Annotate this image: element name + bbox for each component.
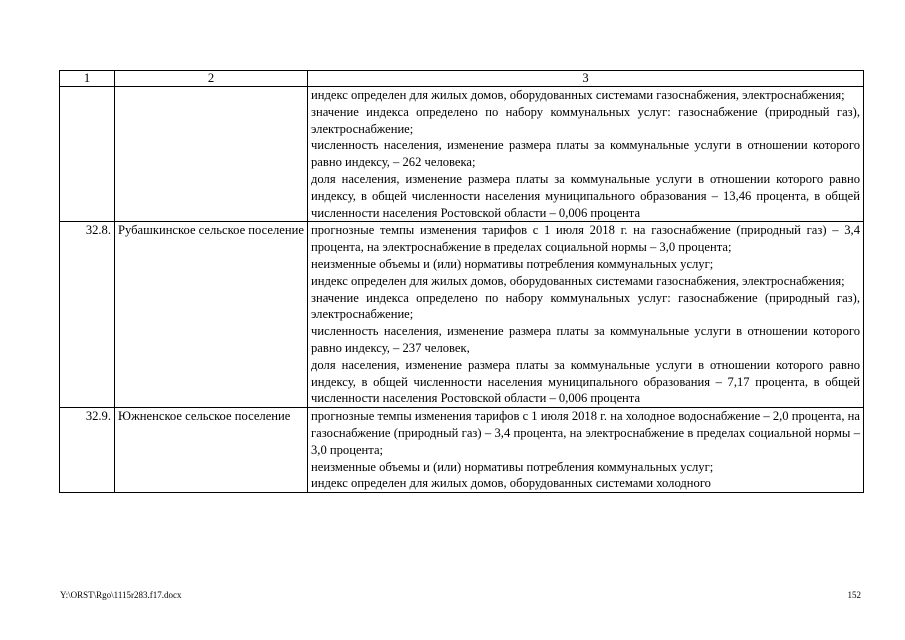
row-description — [308, 408, 864, 493]
header-col-1: 1 — [60, 71, 115, 87]
row-number: 32.9. — [60, 408, 115, 493]
row-number: 32.8. — [60, 222, 115, 408]
description-paragraph: прогнозные темпы изменения тарифов с 1 июля 2018 г. на газоснабжение (природный газ) – 3,4 процента, на электроснабжение в пределах социальной нормы – 3,0 процента; — [311, 223, 860, 255]
description-paragraph: индекс определен для жилых домов, оборудованных системами холодного — [311, 476, 711, 491]
description-paragraph: значение индекса определено по набору коммунальных услуг: газоснабжение (природный газ), электроснабжение; — [311, 290, 860, 322]
row-description — [308, 222, 864, 408]
header-col-3: 3 — [308, 71, 864, 87]
description-paragraph: численность населения, изменение размера платы за коммунальные услуги в отношении которого равно индексу, – 262 человека; — [311, 138, 860, 170]
file-path: Y:\ORST\Rgo\1115r283.f17.docx — [60, 590, 182, 600]
header-col-2: 2 — [115, 71, 308, 87]
description-paragraph: значение индекса определено по набору коммунальных услуг: газоснабжение (природный газ), электроснабжение; — [311, 104, 860, 136]
description-paragraph: доля населения, изменение размера платы за коммунальные услуги в отношении которого равно индексу, в общей численности населения муниципального образования – 7,17 процента, в общей численности населения Ростовской области – 0,006 процента — [311, 357, 860, 406]
table-row — [60, 222, 864, 408]
tariff-table — [59, 70, 864, 493]
settlement-name — [115, 87, 308, 222]
description-paragraph: неизменные объемы и (или) нормативы потребления коммунальных услуг; — [311, 256, 714, 271]
row-description — [308, 87, 864, 222]
table-row — [60, 408, 864, 493]
settlement-name: Рубашкинское сельское поселение — [115, 222, 308, 408]
description-paragraph: индекс определен для жилых домов, оборудованных системами газоснабжения, электроснабжения; — [311, 273, 845, 288]
description-paragraph: численность населения, изменение размера платы за коммунальные услуги в отношении которого равно индексу, – 237 человек, — [311, 324, 860, 355]
row-number — [60, 87, 115, 222]
description-paragraph: неизменные объемы и (или) нормативы потребления коммунальных услуг; — [311, 459, 714, 474]
table-row — [60, 87, 864, 222]
description-paragraph: доля населения, изменение размера платы за коммунальные услуги в отношении которого равно индексу, в общей численности населения муниципального образования – 13,46 процента, в общей численности населения Ростовской области – 0,006 процента — [311, 171, 860, 220]
table-header-row — [60, 71, 864, 87]
description-paragraph: прогнозные темпы изменения тарифов с 1 июля 2018 г. на холодное водоснабжение – 2,0 процента, на газоснабжение (природный газ) – 3,4 процента, на электроснабжение в пределах социальной нормы – 3,0 процента; — [311, 409, 860, 457]
description-paragraph: индекс определен для жилых домов, оборудованных системами газоснабжения, электроснабжения; — [311, 88, 845, 102]
settlement-name: Южненское сельское поселение — [115, 408, 308, 493]
page-number: 152 — [847, 590, 861, 600]
